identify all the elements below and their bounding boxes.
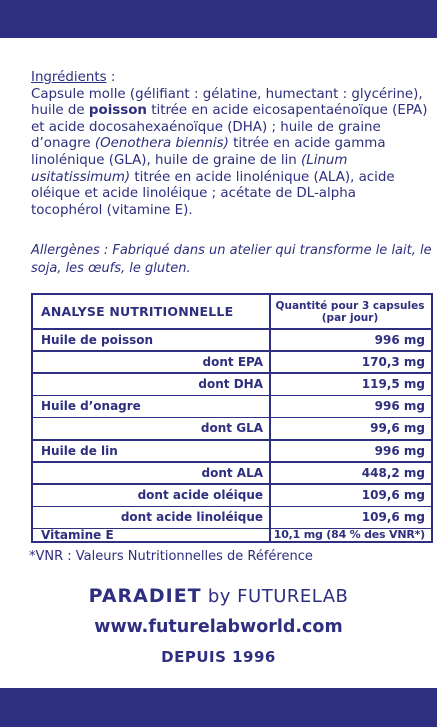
table-header-right-line1: Quantité pour 3 capsules <box>275 299 425 312</box>
row-value: 99,6 mg <box>370 421 425 436</box>
row-label: dont ALA <box>201 465 263 480</box>
brand-line <box>0 585 437 607</box>
ingredients-title-colon: : <box>106 70 116 85</box>
row-label: Vitamine E <box>41 527 114 542</box>
since-text: DEPUIS 1996 <box>161 648 276 666</box>
table-header <box>33 295 431 328</box>
row-value: 109,6 mg <box>361 510 425 525</box>
row-value: 119,5 mg <box>361 376 425 391</box>
table-row <box>33 462 431 483</box>
row-value: 996 mg <box>374 443 425 458</box>
nutrition-table <box>31 293 433 543</box>
bottom-band <box>0 688 437 727</box>
ingredients-latin-1: (Oenothera biennis) <box>94 136 229 152</box>
ingredients-text-1: Capsule molle (gélifiant : gélatine, humectant : glycérine), huile de <box>31 86 423 119</box>
table-row <box>33 373 431 394</box>
row-label: dont acide linoléique <box>120 510 263 525</box>
row-label: dont DHA <box>198 376 263 391</box>
row-value: 170,3 mg <box>361 354 425 369</box>
table-row <box>33 529 431 541</box>
table-column-divider <box>269 295 271 541</box>
table-row <box>33 351 431 372</box>
table-header-right <box>271 295 429 328</box>
row-label: Huile d’onagre <box>41 399 141 414</box>
row-value: 10,1 mg (84 % des VNR*) <box>273 528 425 542</box>
row-label: Huile de lin <box>41 443 118 458</box>
table-row <box>33 484 431 505</box>
table-row <box>33 329 431 350</box>
table-row <box>33 507 431 528</box>
row-value: 448,2 mg <box>361 465 425 480</box>
ingredients-block <box>31 70 431 219</box>
ingredients-latin-2: (Linum usitatissimum) <box>31 152 348 185</box>
table-row <box>33 440 431 461</box>
row-label: dont acide oléique <box>137 487 263 502</box>
brand-by: by FUTURELAB <box>201 586 349 607</box>
vnr-footnote: *VNR : Valeurs Nutritionnelles de Référence <box>29 549 313 564</box>
ingredients-bold-word: poisson <box>88 103 147 119</box>
row-label: dont EPA <box>202 354 263 369</box>
ingredients-text-2: titrée en acide eicosapentaénoïque (EPA) et acide docosahexaénoïque (DHA) ; huile de graine d’onagre <box>31 103 428 152</box>
table-header-left: ANALYSE NUTRITIONNELLE <box>41 304 234 319</box>
allergens-text: Allergènes : Fabriqué dans un atelier qui transforme le lait, le soja, les œufs, le gluten. <box>31 243 432 276</box>
row-value: 996 mg <box>374 332 425 347</box>
row-label: dont GLA <box>200 421 263 436</box>
website-link: www.futurelabworld.com <box>94 617 343 637</box>
row-value: 996 mg <box>374 399 425 414</box>
ingredients-text-3: titrée en acide gamma linolénique (GLA), huile de graine de lin <box>31 136 386 168</box>
ingredients-text-4: titrée en acide linolénique (ALA), acide oléique et acide linoléique ; acétate de DL-alpha tocophérol (vitamine E). <box>31 169 395 218</box>
row-label: Huile de poisson <box>41 332 154 347</box>
row-value: 109,6 mg <box>361 487 425 502</box>
table-header-right-line2: (par jour) <box>321 311 379 324</box>
ingredients-title: Ingrédients <box>31 70 107 85</box>
top-band <box>0 0 437 38</box>
table-row <box>33 418 431 439</box>
brand-name: PARADIET <box>88 585 202 607</box>
table-row <box>33 396 431 417</box>
